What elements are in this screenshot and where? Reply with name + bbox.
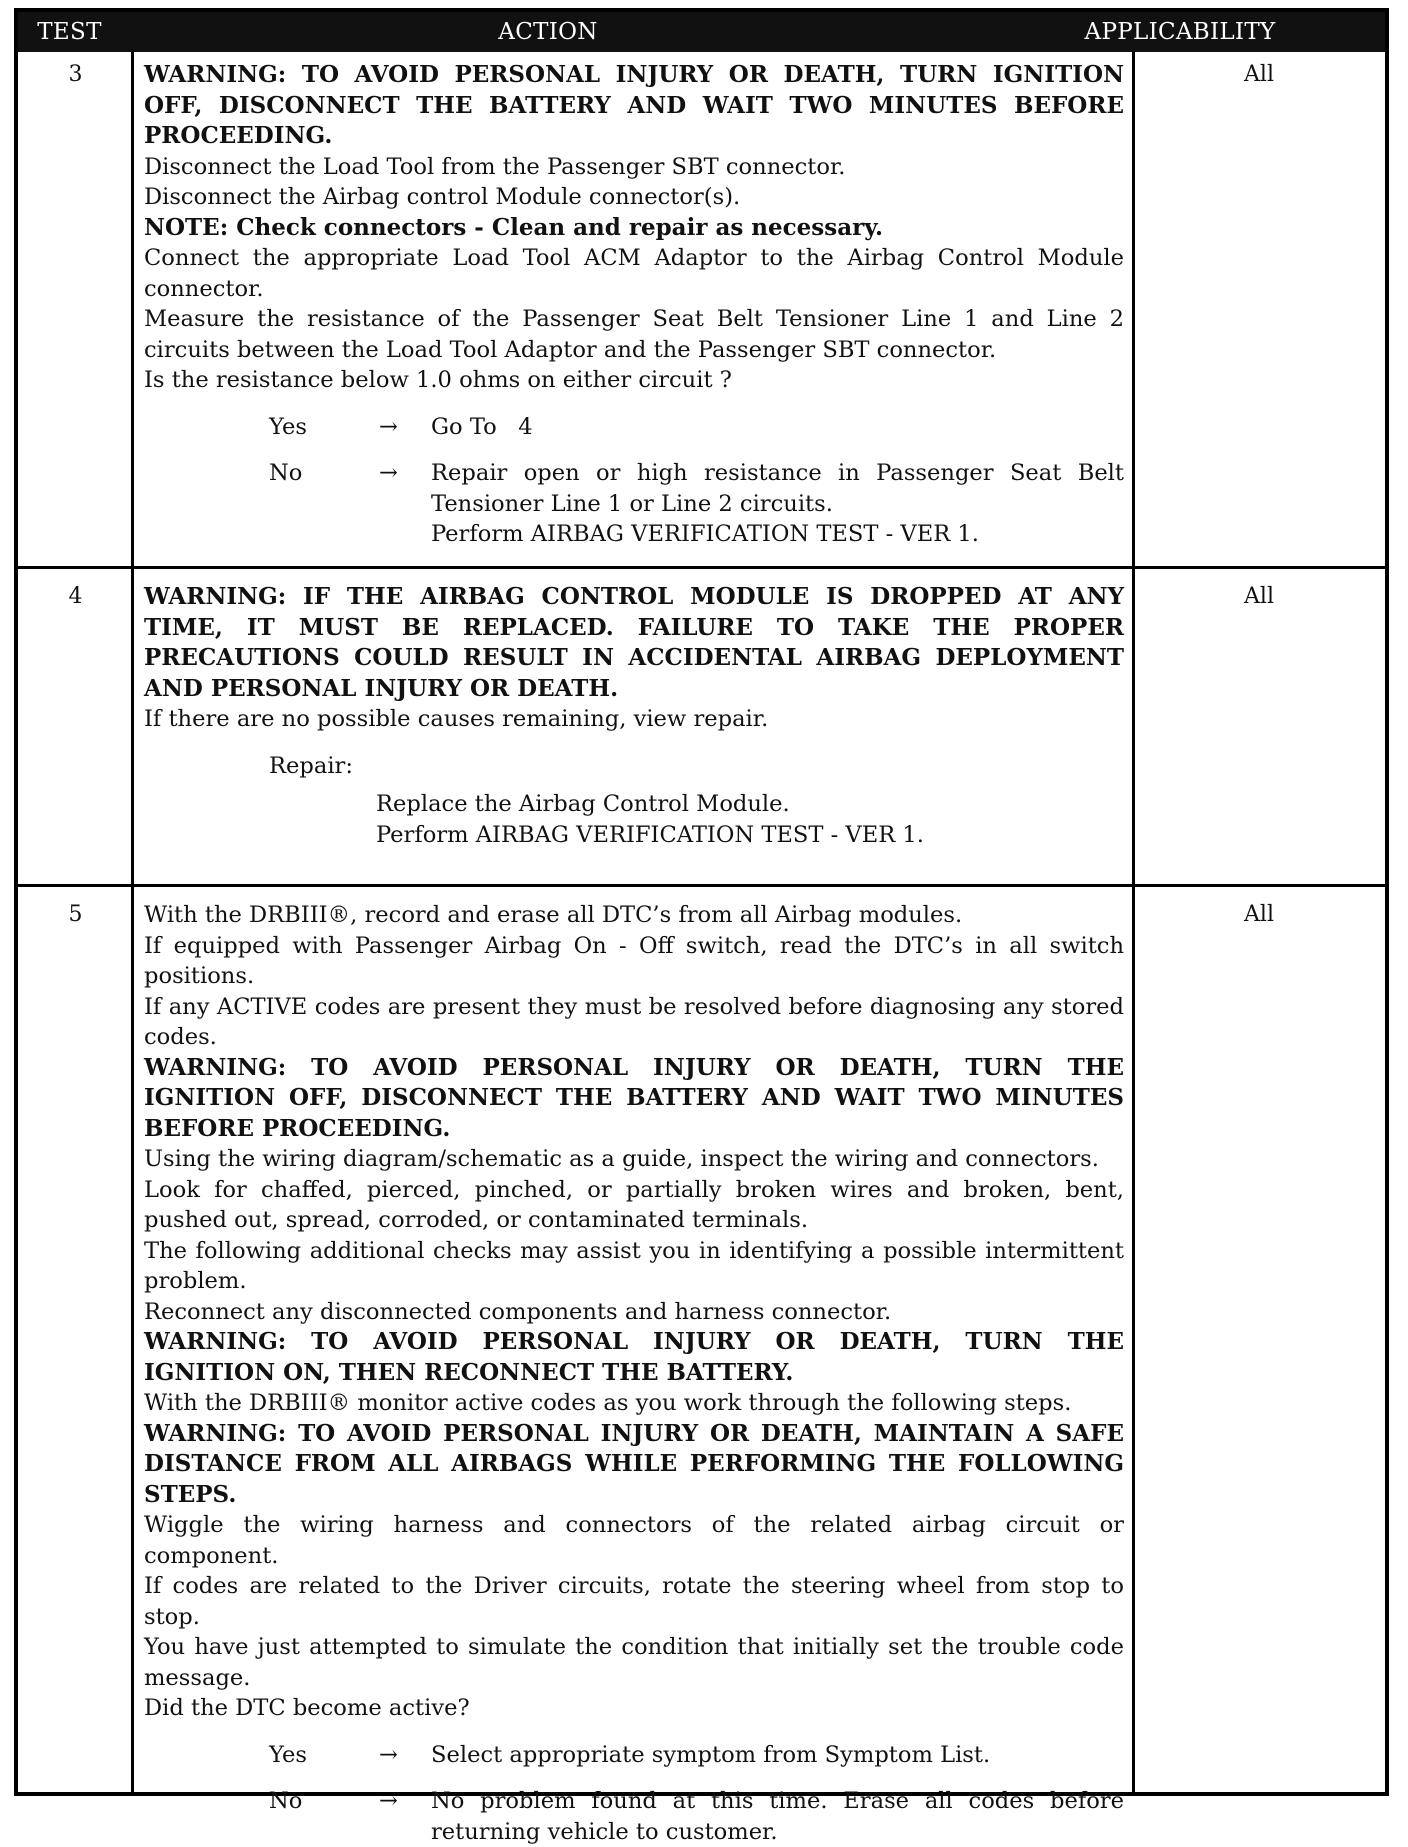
yes-branch — [144, 412, 1124, 443]
warning-text: WARNING: TO AVOID PERSONAL INJURY OR DEATH, TURN THE IGNITION OFF, DISCONNECT THE BATTERY AND WAIT TWO MINUTES BEFORE PROCEEDING. — [144, 1053, 1124, 1142]
warning-text: WARNING: IF THE AIRBAG CONTROL MODULE IS DROPPED AT ANY TIME, IT MUST BE REPLACED. FAILURE TO TAKE THE PROPER PRECAUTIONS COULD RESULT IN ACCIDENTAL AIRBAG DEPLOYMENT AND PERSONAL INJURY OR DEATH. — [144, 583, 1124, 702]
instruction: With the DRBIII®, record and erase all DTC’s from all Airbag modules. — [144, 902, 963, 928]
warning-text: WARNING: TO AVOID PERSONAL INJURY OR DEATH, MAINTAIN A SAFE DISTANCE FROM ALL AIRBAGS WHILE PERFORMING THE FOLLOWING STEPS. — [144, 1419, 1124, 1508]
instruction: With the DRBIII® monitor active codes as you work through the following steps. — [144, 1390, 1072, 1416]
instruction: Using the wiring diagram/schematic as a guide, inspect the wiring and connectors. — [144, 1146, 1099, 1172]
no-branch — [144, 1786, 1124, 1847]
test-number: 5 — [68, 902, 83, 927]
instruction: Disconnect the Load Tool from the Passenger SBT connector. — [144, 153, 846, 180]
applicability-value: All — [1244, 902, 1274, 927]
row-divider — [18, 884, 1385, 887]
yes-result: Select appropriate symptom from Symptom List. — [431, 1741, 991, 1768]
test-number: 4 — [68, 584, 83, 609]
applicability-value: All — [1244, 62, 1274, 87]
action-cell — [144, 582, 1124, 850]
instruction: Wiggle the wiring harness and connectors of the related airbag circuit or component. — [144, 1512, 1124, 1569]
instruction: Connect the appropriate Load Tool ACM Adaptor to the Airbag Control Module connector. — [144, 245, 1124, 302]
instruction: Reconnect any disconnected components and harness connector. — [144, 1298, 892, 1325]
header-test: TEST — [18, 12, 121, 52]
instruction: Look for chaffed, pierced, pinched, or partially broken wires and broken, bent, pushed out, spread, corroded, or contaminated terminals. — [144, 1176, 1124, 1233]
arrow-icon: → — [379, 1788, 398, 1814]
note-text: NOTE: Check connectors - Clean and repair as necessary. — [144, 213, 883, 241]
applicability-value: All — [1244, 584, 1274, 609]
repair-step: Perform AIRBAG VERIFICATION TEST - VER 1. — [376, 821, 924, 848]
no-result-line: Repair open or high resistance in Passenger Seat Belt Tensioner Line 1 or Line 2 circuits. — [431, 460, 1124, 517]
instruction: If equipped with Passenger Airbag On - Off switch, read the DTC’s in all switch positions. — [144, 932, 1124, 989]
header-applicability: APPLICABILITY — [975, 12, 1385, 52]
arrow-icon: → — [379, 413, 398, 440]
yes-label: Yes — [269, 413, 307, 440]
yes-label: Yes — [269, 1741, 307, 1768]
no-label: No — [269, 460, 303, 486]
arrow-icon: → — [379, 1741, 398, 1768]
yes-branch — [144, 1740, 1124, 1771]
no-result: No problem found at this time. Erase all codes before returning vehicle to customer. — [431, 1788, 1124, 1845]
no-result-line: Perform AIRBAG VERIFICATION TEST - VER 1. — [431, 521, 979, 547]
instruction: Disconnect the Airbag control Module connector(s). — [144, 184, 741, 210]
yes-result: Go To 4 — [431, 413, 533, 440]
question: Is the resistance below 1.0 ohms on either circuit ? — [144, 367, 732, 393]
warning-text: WARNING: TO AVOID PERSONAL INJURY OR DEATH, TURN IGNITION OFF, DISCONNECT THE BATTERY AND WAIT TWO MINUTES BEFORE PROCEEDING. — [144, 61, 1124, 149]
warning-text: WARNING: TO AVOID PERSONAL INJURY OR DEATH, TURN THE IGNITION ON, THEN RECONNECT THE BATTERY. — [144, 1328, 1124, 1386]
action-cell — [144, 60, 1124, 550]
row-divider — [18, 566, 1385, 569]
instruction: If codes are related to the Driver circuits, rotate the steering wheel from stop to stop. — [144, 1573, 1124, 1630]
repair-steps — [144, 789, 1124, 850]
instruction: If there are no possible causes remaining, view repair. — [144, 706, 769, 732]
diagnostic-table — [14, 8, 1389, 1845]
instruction: Measure the resistance of the Passenger Seat Belt Tensioner Line 1 and Line 2 circuits between the Load Tool Adaptor and the Passenger SBT connector. — [144, 306, 1124, 363]
question: Did the DTC become active? — [144, 1695, 470, 1721]
header-action: ACTION — [121, 12, 975, 52]
no-branch — [144, 458, 1124, 550]
instruction: If any ACTIVE codes are present they must be resolved before diagnosing any stored codes. — [144, 993, 1124, 1050]
instruction: The following additional checks may assist you in identifying a possible intermittent problem. — [144, 1237, 1124, 1294]
repair-step: Replace the Airbag Control Module. — [376, 791, 790, 817]
instruction: You have just attempted to simulate the condition that initially set the trouble code message. — [144, 1634, 1124, 1691]
repair-label: Repair: — [269, 752, 353, 779]
arrow-icon: → — [379, 460, 398, 486]
test-number: 3 — [68, 62, 83, 87]
action-cell — [144, 900, 1124, 1847]
no-label: No — [269, 1788, 303, 1814]
no-result — [431, 458, 1124, 550]
